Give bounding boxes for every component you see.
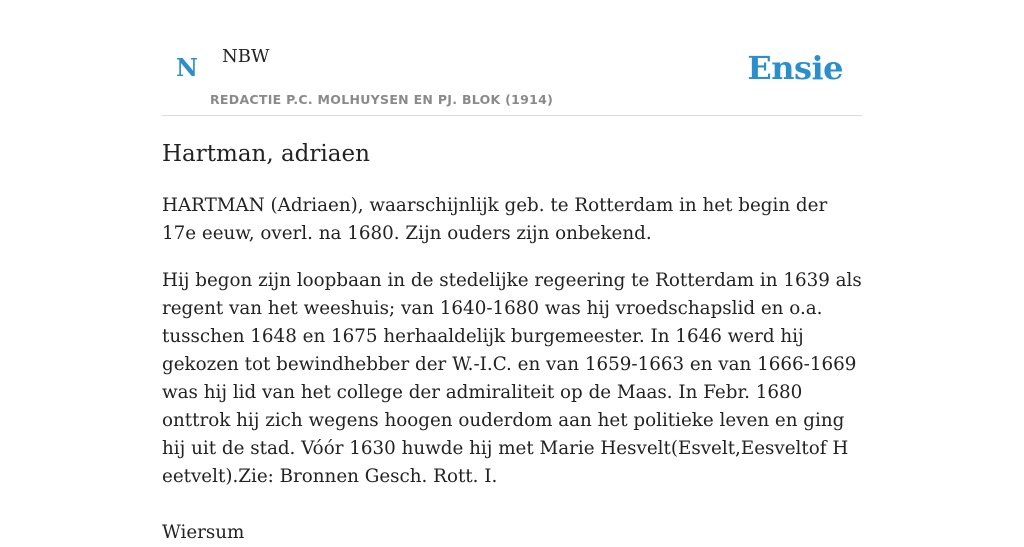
source-logo[interactable]: N — [176, 53, 198, 82]
article-author: Wiersum — [162, 522, 245, 543]
header — [162, 30, 862, 116]
article-title: Hartman, adriaen — [162, 141, 370, 167]
source-subtitle: REDACTIE P.C. MOLHUYSEN EN PJ. BLOK (1914) — [210, 92, 554, 107]
article-paragraph: HARTMAN (Adriaen), waarschijnlijk geb. te Rotterdam in het begin der 17e eeuw, overl. na 1680. Zijn ouders zijn onbekend. — [162, 195, 828, 244]
article — [162, 138, 862, 547]
article-paragraph: Hij begon zijn loopbaan in de stedelijke regeering te Rotterdam in 1639 als regent van het weeshuis; van 1640-1680 was hij vroedschapslid en o.a. tusschen 1648 en 1675 herhaaldelijk burgemeester. In 1646 werd hij gekozen tot bewindhebber der W.-I.C. en van 1659-1663 en van 1666-1669 was hij lid van het college der admiraliteit op de Maas. In Febr. 1680 onttrok hij zich wegens hoogen ouderdom aan het politieke leven en ging hij uit de stad. Vóór 1630 huwde hij met Marie Hesvelt(Esvelt,Eesveltof H eetvelt).Zie: Bronnen Gesch. Rott. I. — [162, 270, 862, 487]
brand-logo[interactable]: Ensie — [747, 49, 843, 87]
source-title[interactable]: NBW — [222, 46, 270, 67]
